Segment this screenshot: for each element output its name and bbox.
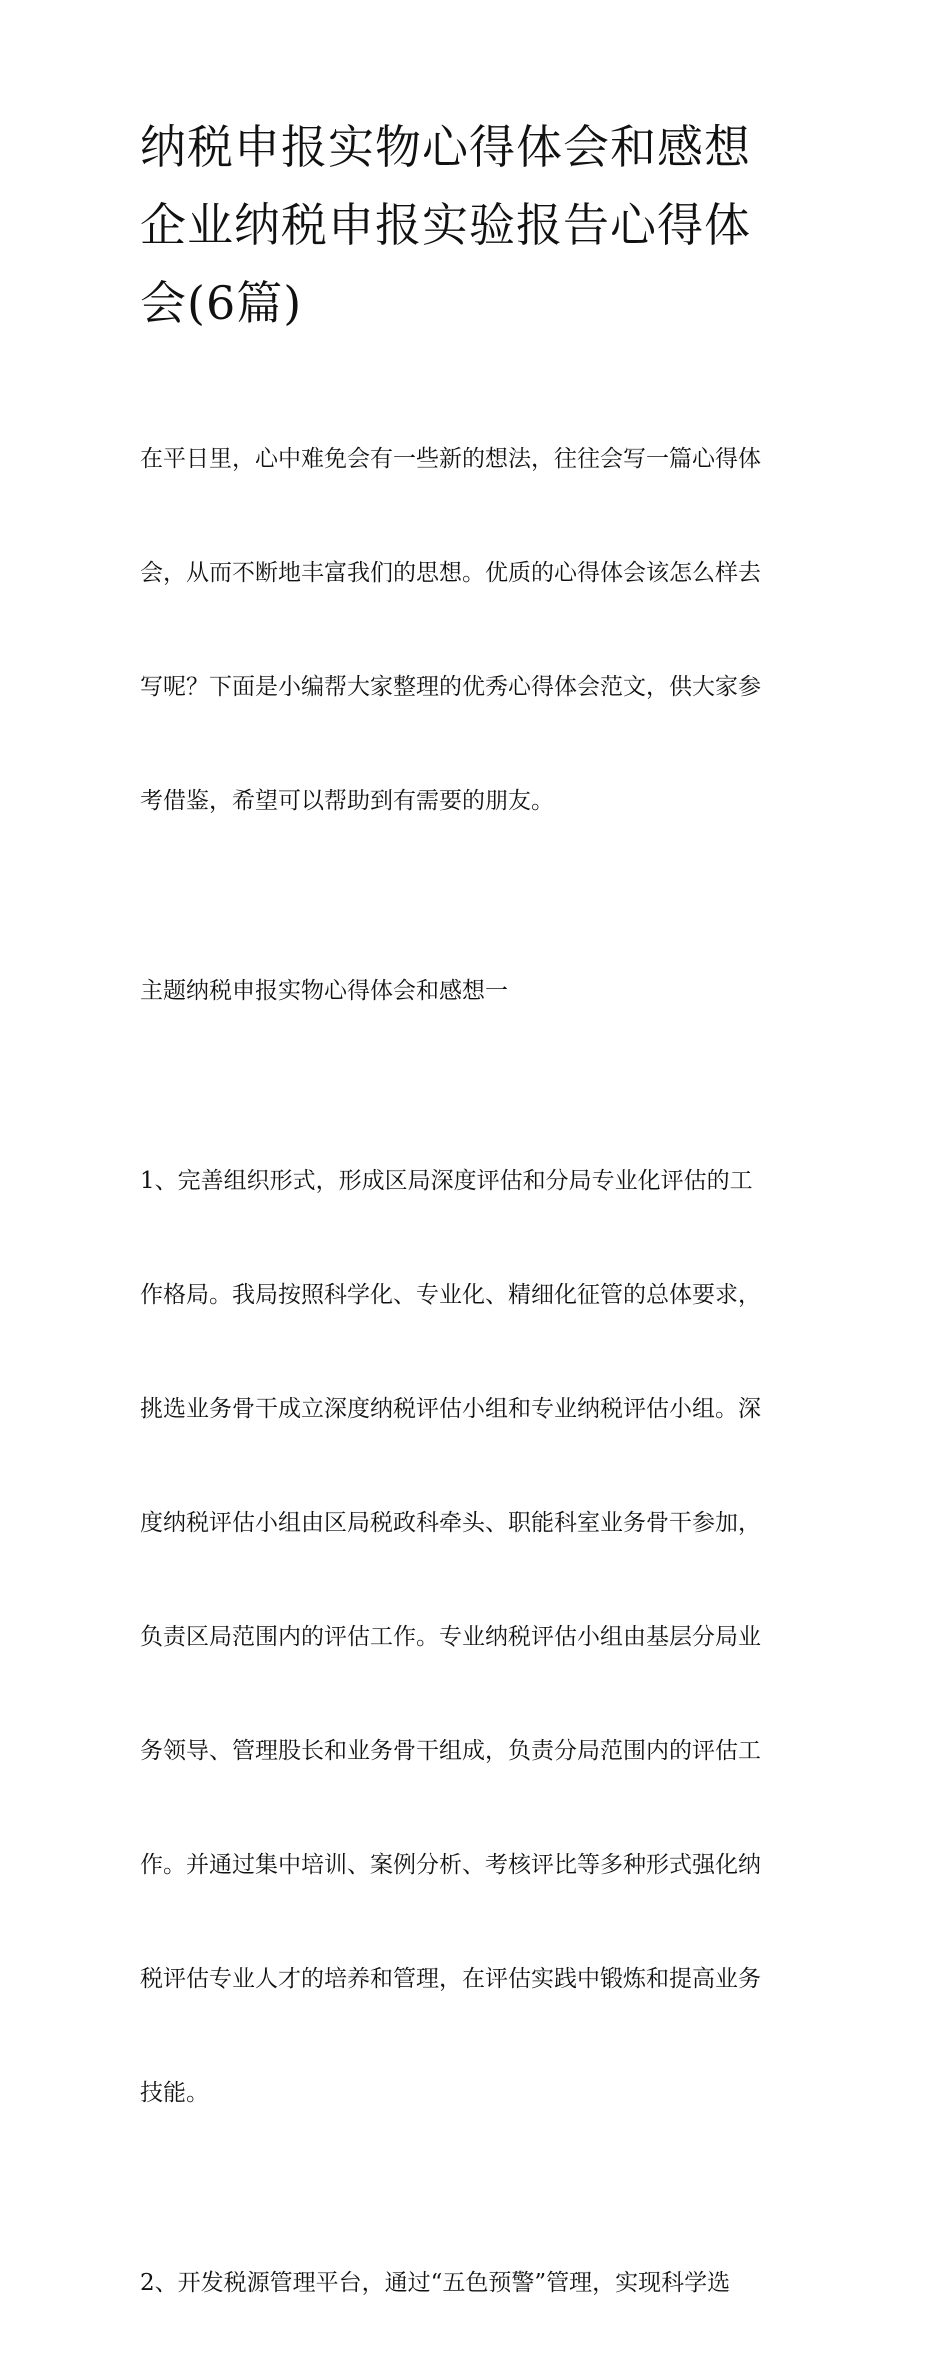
text-line: 会，从而不断地丰富我们的思想。优质的心得体会该怎么样去	[140, 560, 761, 586]
document-content	[140, 108, 820, 2378]
text-line: 负责区局范围内的评估工作。专业纳税评估小组由基层分局业	[140, 1624, 761, 1650]
list-item-1	[140, 1086, 820, 2188]
text-line: 2、开发税源管理平台，通过“五色预警”管理，实现科学选	[140, 2270, 731, 2296]
text-line: 作格局。我局按照科学化、专业化、精细化征管的总体要求，	[140, 1282, 761, 1308]
text-line: 挑选业务骨干成立深度纳税评估小组和专业纳税评估小组。深	[140, 1396, 761, 1422]
text-line: 考借鉴，希望可以帮助到有需要的朋友。	[140, 788, 554, 814]
text-line: 主题纳税申报实物心得体会和感想一	[140, 978, 508, 1004]
text-line: 务领导、管理股长和业务骨干组成，负责分局范围内的评估工	[140, 1738, 761, 1764]
title-line: 企业纳税申报实验报告心得体	[140, 198, 751, 252]
list-item-2	[140, 2188, 820, 2378]
document-title	[140, 108, 820, 342]
text-line: 1、完善组织形式，形成区局深度评估和分局专业化评估的工	[140, 1168, 753, 1194]
text-line: 作。并通过集中培训、案例分析、考核评比等多种形式强化纳	[140, 1852, 761, 1878]
text-line: 技能。	[140, 2080, 209, 2106]
title-line: 会(6篇)	[140, 276, 303, 330]
intro-paragraph	[140, 364, 820, 896]
text-line: 写呢？下面是小编帮大家整理的优秀心得体会范文，供大家参	[140, 674, 761, 700]
text-line: 税评估专业人才的培养和管理，在评估实践中锻炼和提高业务	[140, 1966, 761, 1992]
text-line: 在平日里，心中难免会有一些新的想法，往往会写一篇心得体	[140, 446, 761, 472]
text-line: 度纳税评估小组由区局税政科牵头、职能科室业务骨干参加，	[140, 1510, 761, 1536]
section-subheading	[140, 896, 820, 1086]
document-body	[140, 364, 820, 2378]
title-line: 纳税申报实物心得体会和感想	[140, 120, 751, 174]
